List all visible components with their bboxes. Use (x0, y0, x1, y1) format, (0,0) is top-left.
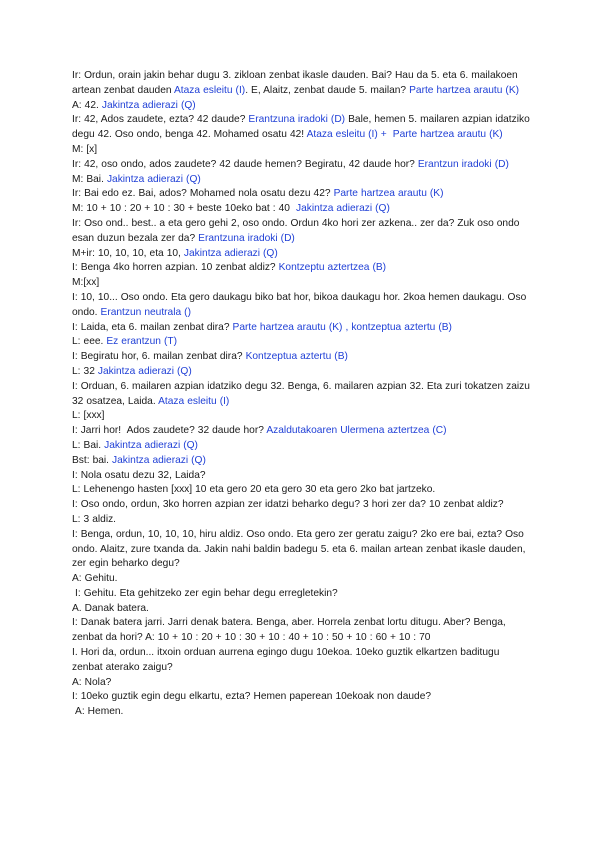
transcript-line (72, 113, 532, 143)
utterance-text: I: 10eko guztik egin degu elkartu, ezta? Hemen paperean 10ekoak non daude? (72, 691, 432, 703)
utterance-text: I: Danak batera jarri. Jarri denak batera. Benga, aber. Horrela zenbat lortu ditugu. Aber? Benga, zenbat da hori? A: 10 + 10 : 20 + 10 : 30 + 10 : 40 + 10 : 50 + 10 : 60 + 10 : 70 (72, 617, 509, 644)
transcript-body (72, 69, 532, 720)
transcript-line (72, 173, 532, 188)
annotation-tag: Jakintza adierazi (Q) (112, 454, 206, 466)
transcript-line (72, 217, 532, 247)
utterance-text: M+ir: 10, 10, 10, eta 10, (72, 247, 184, 259)
transcript-line (72, 380, 532, 410)
annotation-tag: Ataza esleitu (I) + Parte hartzea arautu (K) (306, 129, 503, 141)
utterance-text: A: Gehitu. (72, 573, 118, 585)
transcript-line (72, 276, 532, 291)
utterance-text: L: [xxx] (72, 410, 105, 422)
transcript-line (72, 602, 532, 617)
annotation-tag: Parte hartzea arautu (K) (333, 188, 444, 200)
utterance-text: Bst: bai. (72, 454, 113, 466)
transcript-line (72, 454, 532, 469)
utterance-text: L: 32 (72, 365, 98, 377)
annotation-tag: Erantzun iradoki (D) (417, 158, 509, 170)
transcript-line (72, 247, 532, 262)
annotation-tag: Kontzeptua aztertu (B) (245, 351, 348, 363)
utterance-text: I: Benga, ordun, 10, 10, 10, hiru aldiz. Oso ondo. Eta gero zer geratu zaigu? 2ko ere bai, ezta? Oso ondo. Alaitz, zure txanda da. Jakin nahi baldin badegu 5. eta 6. mailan artean zenbat ikasle dauden, zer egin beharko degu? (72, 528, 529, 570)
transcript-line (72, 646, 532, 676)
utterance-text: I: Jarri hor! Ados zaudete? 32 daude hor? (72, 425, 267, 437)
transcript-line (72, 261, 532, 276)
utterance-text: I: Gehitu. Eta gehitzeko zer egin behar degu erregletekin? (72, 587, 338, 599)
utterance-text: Ir: Oso ond.. best.. a eta gero gehi 2, oso ondo. Ordun 4ko hori zer azkena.. zer da? Zuk oso ondo esan duzun bezala zer da? (72, 217, 523, 244)
utterance-text: I. Hori da, ordun... itxoin orduan aurrena egingo dugu 10ekoa. 10eko guztik elkartzen baditugu zenbat aterako zaigu? (72, 647, 503, 673)
transcript-line (72, 483, 532, 498)
transcript-line (72, 469, 532, 484)
utterance-text: I: Laida, eta 6. mailan zenbat dira? (72, 321, 233, 333)
transcript-line (72, 365, 532, 380)
utterance-text: M: Bai. (72, 173, 107, 185)
annotation-tag: Erantzuna iradoki (D) (198, 232, 295, 244)
annotation-tag: Jakintza adierazi (Q) (104, 439, 198, 451)
utterance-text: A. Danak batera. (72, 602, 149, 614)
annotation-tag: Erantzuna iradoki (D) (248, 114, 346, 126)
transcript-line (72, 143, 532, 158)
transcript-line (72, 99, 532, 114)
utterance-text: M: [x] (72, 143, 98, 155)
utterance-text: L: eee. (72, 336, 107, 348)
transcript-line (72, 202, 532, 217)
annotation-tag: Jakintza adierazi (Q) (183, 247, 278, 259)
transcript-line (72, 690, 532, 705)
transcript-line (72, 616, 532, 646)
annotation-tag: Ataza esleitu (I) (174, 84, 246, 96)
utterance-text: Ir: 42, Ados zaudete, ezta? 42 daude? (72, 114, 249, 126)
utterance-text: L: 3 aldiz. (72, 513, 117, 525)
transcript-line (72, 187, 532, 202)
utterance-text: I: Nola osatu dezu 32, Laida? (72, 469, 206, 481)
annotation-tag: Ataza esleitu (I) (158, 395, 230, 407)
utterance-text: Ir: Ordun, orain jakin behar dugu 3. zikloan zenbat ikasle dauden. Bai? Hau da 5. eta 6. mailakoen artean zenbat dauden (72, 70, 521, 96)
utterance-text: I: Orduan, 6. mailaren azpian idatziko degu 32. Benga, 6. mailaren azpian 32. Eta zuri tokatzen zaizu 32 osatzea, Laida. (72, 380, 533, 407)
transcript-line (72, 528, 532, 572)
annotation-tag: Jakintza adierazi (Q) (101, 99, 196, 111)
annotation-tag: Parte hartzea arautu (K) , kontzeptua aztertu (B) (232, 321, 452, 333)
utterance-text: Ir: Bai edo ez. Bai, ados? Mohamed nola osatu dezu 42? (72, 188, 334, 200)
transcript-line (72, 587, 532, 602)
utterance-text: L: Lehenengo hasten [xxx] 10 eta gero 20 eta gero 30 eta gero 2ko bat jartzeko. (72, 484, 436, 496)
transcript-line (72, 335, 532, 350)
utterance-text: A: Hemen. (72, 706, 124, 718)
utterance-text: M:[xx] (72, 277, 100, 289)
transcript-line (72, 69, 532, 99)
annotation-tag: Kontzeptu aztertzea (B) (278, 262, 387, 274)
annotation-tag: Erantzun neutrala () (100, 306, 191, 318)
annotation-tag: Ez erantzun (T) (106, 336, 177, 348)
utterance-text: A: Nola? (72, 676, 112, 688)
utterance-text: A: 42. (72, 99, 102, 111)
utterance-text: Bale, hemen 5. mailaren azpian idatziko degu 42. Oso ondo, benga 42. Mohamed osatu 42! (72, 114, 533, 141)
transcript-line (72, 572, 532, 587)
utterance-text: I: Begiratu hor, 6. mailan zenbat dira? (72, 351, 246, 363)
transcript-line (72, 705, 532, 720)
transcript-line (72, 291, 532, 321)
utterance-text: . E, Alaitz, zenbat daude 5. mailan? (245, 84, 410, 96)
utterance-text: L: Bai. (72, 439, 105, 451)
annotation-tag: Parte hartzea arautu (K) (409, 84, 520, 96)
utterance-text: I: Benga 4ko horren azpian. 10 zenbat aldiz? (72, 262, 279, 274)
annotation-tag: Jakintza adierazi (Q) (106, 173, 201, 185)
transcript-line (72, 321, 532, 336)
transcript-line (72, 409, 532, 424)
transcript-line (72, 513, 532, 528)
annotation-tag: Azaldutakoaren Ulermena aztertzea (C) (266, 425, 447, 437)
transcript-line (72, 350, 532, 365)
utterance-text: Ir: 42, oso ondo, ados zaudete? 42 daude hemen? Begiratu, 42 daude hor? (72, 158, 418, 170)
annotation-tag: Jakintza adierazi (Q) (97, 365, 192, 377)
utterance-text: I: 10, 10... Oso ondo. Eta gero daukagu biko bat hor, bikoa daukagu hor. 2koa hemen daukagu. Oso ondo. (72, 291, 530, 318)
transcript-line (72, 424, 532, 439)
transcript-line (72, 498, 532, 513)
annotation-tag: Jakintza adierazi (Q) (296, 203, 390, 215)
utterance-text: I: Oso ondo, ordun, 3ko horren azpian zer idatzi beharko degu? 3 hori zer da? 10 zenbat aldiz? (72, 499, 504, 511)
transcript-line (72, 676, 532, 691)
transcript-line (72, 439, 532, 454)
utterance-text: M: 10 + 10 : 20 + 10 : 30 + beste 10eko bat : 40 (72, 203, 297, 215)
transcript-line (72, 158, 532, 173)
